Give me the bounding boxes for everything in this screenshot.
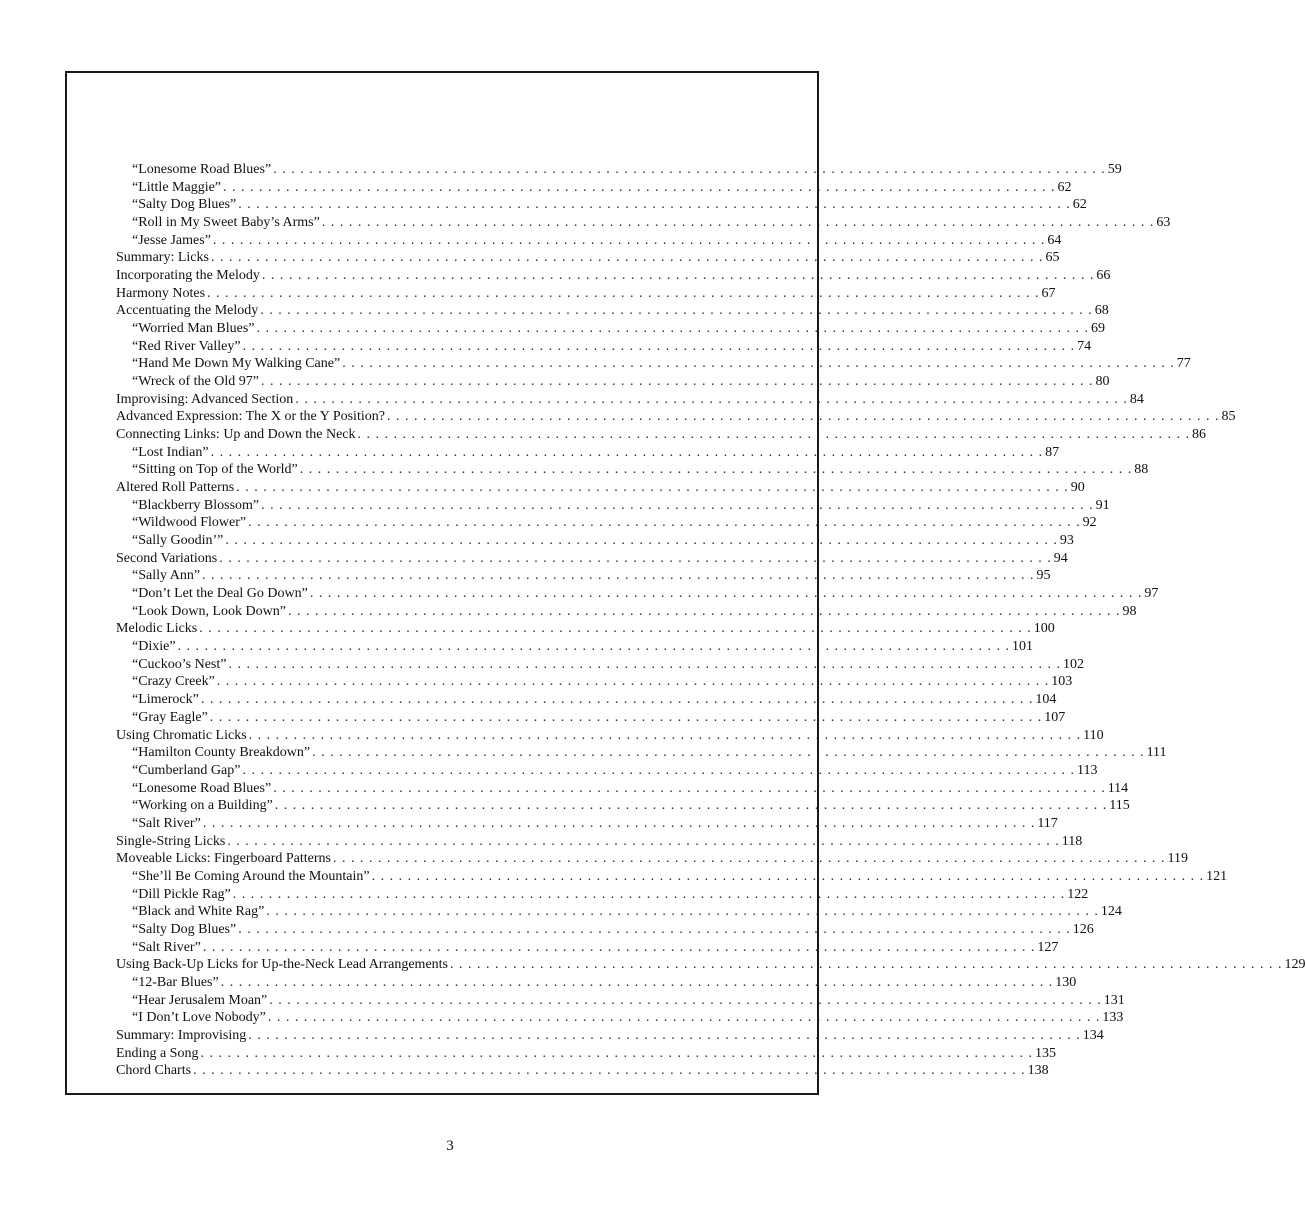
toc-entry	[116, 267, 1111, 285]
toc-entry-page: 114	[1107, 780, 1129, 796]
dot-leader: . . . . . . . . . . . . . . . . . . . . . . . . . . . . . . . . . . . . . . . . . . . . . . . . . . . . . . . . . . . . . . . . . . . . . . . . . . . . . . . . . . . . . . . . . . . . .	[287, 603, 1121, 619]
toc-entry-page: 90	[1070, 480, 1085, 496]
toc-entry	[116, 833, 1083, 851]
toc-entry-page: 77	[1176, 356, 1191, 372]
toc-subentry	[116, 762, 1098, 780]
toc-entry-page: 95	[1036, 568, 1051, 584]
toc-entry-title: “Black and White Rag”	[132, 904, 265, 920]
dot-leader: . . . . . . . . . . . . . . . . . . . . . . . . . . . . . . . . . . . . . . . . . . . . . . . . . . . . . . . . . . . . . . . . . . . . . . . . . . . . . . . . . . . . . . . . . . . . .	[238, 921, 1071, 937]
toc-entry-page: 101	[1012, 639, 1034, 655]
toc-entry	[116, 727, 1104, 745]
toc-entry-page: 84	[1129, 391, 1144, 407]
toc-subentry	[116, 780, 1129, 798]
toc-entry	[116, 426, 1207, 444]
toc-entry-page: 110	[1083, 727, 1104, 743]
dot-leader: . . . . . . . . . . . . . . . . . . . . . . . . . . . . . . . . . . . . . . . . . . . . . . . . . . . . . . . . . . . . . . . . . . . . . . . . . . . . . . . . . . . . . . . . . . . . .	[309, 586, 1143, 602]
toc-entry-title: “Lonesome Road Blues”	[132, 780, 272, 796]
toc-subentry	[116, 567, 1051, 585]
dot-leader: . . . . . . . . . . . . . . . . . . . . . . . . . . . . . . . . . . . . . . . . . . . . . . . . . . . . . . . . . . . . . . . . . . . . . . . . . . . . . . . . . . . . . . . . . . . . .	[261, 268, 1095, 284]
toc-entry-title: Altered Roll Patterns	[116, 480, 235, 496]
toc-entry-page: 94	[1053, 550, 1068, 566]
dot-leader: . . . . . . . . . . . . . . . . . . . . . . . . . . . . . . . . . . . . . . . . . . . . . . . . . . . . . . . . . . . . . . . . . . . . . . . . . . . . . . . . . . . . . . . . . . . . .	[212, 232, 1046, 248]
dot-leader: . . . . . . . . . . . . . . . . . . . . . . . . . . . . . . . . . . . . . . . . . . . . . . . . . . . . . . . . . . . . . . . . . . . . . . . . . . . . . . . . . . . . . . . . . . . . .	[242, 762, 1075, 778]
toc-entry-title: Using Back-Up Licks for Up-the-Neck Lead Arrangements	[116, 957, 449, 973]
toc-subentry	[116, 355, 1191, 373]
toc-entry-page: 64	[1047, 232, 1062, 248]
toc-entry-page: 126	[1072, 921, 1094, 937]
toc-entry-title: “Salty Dog Blues”	[132, 197, 237, 213]
dot-leader: . . . . . . . . . . . . . . . . . . . . . . . . . . . . . . . . . . . . . . . . . . . . . . . . . . . . . . . . . . . . . . . . . . . . . . . . . . . . . . . . . . . . . . . . . . . . .	[267, 1010, 1101, 1026]
toc-subentry	[116, 514, 1097, 532]
toc-subentry	[116, 974, 1077, 992]
dot-leader: . . . . . . . . . . . . . . . . . . . . . . . . . . . . . . . . . . . . . . . . . . . . . . . . . . . . . . . . . . . . . . . . . . . . . . . . . . . . . . . . . . . . . . . . . . . . .	[248, 1027, 1081, 1043]
toc-entry	[116, 550, 1068, 568]
dot-leader: . . . . . . . . . . . . . . . . . . . . . . . . . . . . . . . . . . . . . . . . . . . . . . . . . . . . . . . . . . . . . . . . . . . . . . . . . . . . . . . . . . . . . . . . . . . . .	[193, 1063, 1026, 1079]
toc-entry	[116, 956, 1306, 974]
toc-subentry	[116, 921, 1094, 939]
toc-entry-page: 135	[1034, 1045, 1056, 1061]
toc-entry-page: 127	[1037, 939, 1059, 955]
toc-entry-page: 115	[1109, 798, 1130, 814]
dot-leader: . . . . . . . . . . . . . . . . . . . . . . . . . . . . . . . . . . . . . . . . . . . . . . . . . . . . . . . . . . . . . . . . . . . . . . . . . . . . . . . . . . . . . . . . . . . . .	[248, 727, 1082, 743]
dot-leader: . . . . . . . . . . . . . . . . . . . . . . . . . . . . . . . . . . . . . . . . . . . . . . . . . . . . . . . . . . . . . . . . . . . . . . . . . . . . . . . . . . . . . . . . . . . . .	[202, 939, 1036, 955]
toc-subentry	[116, 232, 1062, 250]
toc-entry	[116, 408, 1236, 426]
toc-entry-title: Using Chromatic Licks	[116, 727, 247, 743]
toc-entry-title: “Sally Goodin’”	[132, 533, 224, 549]
dot-leader: . . . . . . . . . . . . . . . . . . . . . . . . . . . . . . . . . . . . . . . . . . . . . . . . . . . . . . . . . . . . . . . . . . . . . . . . . . . . . . . . . . . . . . . . . . . . .	[219, 550, 1052, 566]
dot-leader: . . . . . . . . . . . . . . . . . . . . . . . . . . . . . . . . . . . . . . . . . . . . . . . . . . . . . . . . . . . . . . . . . . . . . . . . . . . . . . . . . . . . . . . . . . . . .	[321, 215, 1155, 231]
dot-leader: . . . . . . . . . . . . . . . . . . . . . . . . . . . . . . . . . . . . . . . . . . . . . . . . . . . . . . . . . . . . . . . . . . . . . . . . . . . . . . . . . . . . . . . . . . . . .	[312, 745, 1145, 761]
toc-entry-title: Chord Charts	[116, 1063, 192, 1079]
toc-entry-title: Connecting Links: Up and Down the Neck	[116, 427, 356, 443]
toc-entry-title: “She’ll Be Coming Around the Mountain”	[132, 868, 370, 884]
toc-entry-title: “Jesse James”	[132, 232, 211, 248]
dot-leader: . . . . . . . . . . . . . . . . . . . . . . . . . . . . . . . . . . . . . . . . . . . . . . . . . . . . . . . . . . . . . . . . . . . . . . . . . . . . . . . . . . . . . . . . . . . . .	[202, 815, 1036, 831]
toc-entry-title: Advanced Expression: The X or the Y Position?	[116, 409, 385, 425]
toc-entry-title: “Gray Eagle”	[132, 709, 208, 725]
toc-entry-page: 124	[1100, 904, 1122, 920]
dot-leader: . . . . . . . . . . . . . . . . . . . . . . . . . . . . . . . . . . . . . . . . . . . . . . . . . . . . . . . . . . . . . . . . . . . . . . . . . . . . . . . . . . . . . . . . . . . . .	[273, 780, 1106, 796]
toc-entry-title: “Lost Indian”	[132, 444, 209, 460]
toc-entry-page: 91	[1095, 497, 1110, 513]
toc-entry-title: “Cuckoo’s Nest”	[132, 656, 227, 672]
dot-leader: . . . . . . . . . . . . . . . . . . . . . . . . . . . . . . . . . . . . . . . . . . . . . . . . . . . . . . . . . . . . . . . . . . . . . . . . . . . . . . . . . . . . . . . . . . . . .	[371, 868, 1205, 884]
toc-subentry	[116, 939, 1059, 957]
toc-entry	[116, 850, 1188, 868]
dot-leader: . . . . . . . . . . . . . . . . . . . . . . . . . . . . . . . . . . . . . . . . . . . . . . . . . . . . . . . . . . . . . . . . . . . . . . . . . . . . . . . . . . . . . . . . . . . . .	[386, 409, 1220, 425]
toc-entry-title: “Hear Jerusalem Moan”	[132, 992, 268, 1008]
dot-leader: . . . . . . . . . . . . . . . . . . . . . . . . . . . . . . . . . . . . . . . . . . . . . . . . . . . . . . . . . . . . . . . . . . . . . . . . . . . . . . . . . . . . . . . . . . . . .	[202, 568, 1035, 584]
toc-subentry	[116, 673, 1073, 691]
dot-leader: . . . . . . . . . . . . . . . . . . . . . . . . . . . . . . . . . . . . . . . . . . . . . . . . . . . . . . . . . . . . . . . . . . . . . . . . . . . . . . . . . . . . . . . . . . . . .	[274, 798, 1108, 814]
toc-subentry	[116, 903, 1122, 921]
toc-entry	[116, 285, 1056, 303]
toc-entry-page: 87	[1045, 444, 1060, 460]
dot-leader: . . . . . . . . . . . . . . . . . . . . . . . . . . . . . . . . . . . . . . . . . . . . . . . . . . . . . . . . . . . . . . . . . . . . . . . . . . . . . . . . . . . . . . . . . . . . .	[177, 639, 1011, 655]
toc-entry-page: 62	[1057, 179, 1072, 195]
toc-subentry	[116, 338, 1092, 356]
toc-subentry	[116, 214, 1171, 232]
toc-subentry	[116, 992, 1125, 1010]
dot-leader: . . . . . . . . . . . . . . . . . . . . . . . . . . . . . . . . . . . . . . . . . . . . . . . . . . . . . . . . . . . . . . . . . . . . . . . . . . . . . . . . . . . . . . . . . . . . .	[333, 851, 1166, 867]
toc-entry-title: Improvising: Advanced Section	[116, 391, 294, 407]
toc-subentry	[116, 603, 1137, 621]
toc-subentry	[116, 373, 1110, 391]
dot-leader: . . . . . . . . . . . . . . . . . . . . . . . . . . . . . . . . . . . . . . . . . . . . . . . . . . . . . . . . . . . . . . . . . . . . . . . . . . . . . . . . . . . . . . . . . . . . .	[199, 621, 1032, 637]
dot-leader: . . . . . . . . . . . . . . . . . . . . . . . . . . . . . . . . . . . . . . . . . . . . . . . . . . . . . . . . . . . . . . . . . . . . . . . . . . . . . . . . . . . . . . . . . . . . .	[200, 1045, 1033, 1061]
toc-entry-title: “I Don’t Love Nobody”	[132, 1010, 266, 1026]
toc-entry-title: Harmony Notes	[116, 285, 206, 301]
dot-leader: . . . . . . . . . . . . . . . . . . . . . . . . . . . . . . . . . . . . . . . . . . . . . . . . . . . . . . . . . . . . . . . . . . . . . . . . . . . . . . . . . . . . . . . . . . . . .	[228, 656, 1061, 672]
toc-entry-title: Second Variations	[116, 550, 218, 566]
toc-entry-page: 66	[1096, 268, 1111, 284]
toc-entry-page: 122	[1067, 886, 1089, 902]
toc-subentry	[116, 797, 1130, 815]
toc-entry-page: 111	[1146, 745, 1167, 761]
toc-entry-page: 68	[1094, 303, 1109, 319]
toc-entry-title: “Salty Dog Blues”	[132, 921, 237, 937]
toc-entry-page: 130	[1055, 974, 1077, 990]
toc-entry-page: 63	[1156, 215, 1171, 231]
dot-leader: . . . . . . . . . . . . . . . . . . . . . . . . . . . . . . . . . . . . . . . . . . . . . . . . . . . . . . . . . . . . . . . . . . . . . . . . . . . . . . . . . . . . . . . . . . . . .	[220, 974, 1054, 990]
toc-entry-title: “Wreck of the Old 97”	[132, 374, 259, 390]
dot-leader: . . . . . . . . . . . . . . . . . . . . . . . . . . . . . . . . . . . . . . . . . . . . . . . . . . . . . . . . . . . . . . . . . . . . . . . . . . . . . . . . . . . . . . . . . . . . .	[216, 674, 1050, 690]
toc-entry-title: “Lonesome Road Blues”	[132, 162, 272, 177]
toc-subentry	[116, 461, 1149, 479]
table-of-contents	[116, 161, 1306, 1080]
toc-entry-page: 93	[1059, 533, 1074, 549]
dot-leader: . . . . . . . . . . . . . . . . . . . . . . . . . . . . . . . . . . . . . . . . . . . . . . . . . . . . . . . . . . . . . . . . . . . . . . . . . . . . . . . . . . . . . . . . . . . . .	[200, 692, 1034, 708]
dot-leader: . . . . . . . . . . . . . . . . . . . . . . . . . . . . . . . . . . . . . . . . . . . . . . . . . . . . . . . . . . . . . . . . . . . . . . . . . . . . . . . . . . . . . . . . . . . . .	[260, 374, 1094, 390]
dot-leader: . . . . . . . . . . . . . . . . . . . . . . . . . . . . . . . . . . . . . . . . . . . . . . . . . . . . . . . . . . . . . . . . . . . . . . . . . . . . . . . . . . . . . . . . . . . . .	[256, 321, 1089, 337]
dot-leader: . . . . . . . . . . . . . . . . . . . . . . . . . . . . . . . . . . . . . . . . . . . . . . . . . . . . . . . . . . . . . . . . . . . . . . . . . . . . . . . . . . . . . . . . . . . . .	[269, 992, 1102, 1008]
dot-leader: . . . . . . . . . . . . . . . . . . . . . . . . . . . . . . . . . . . . . . . . . . . . . . . . . . . . . . . . . . . . . . . . . . . . . . . . . . . . . . . . . . . . . . . . . . . . .	[236, 480, 1069, 496]
dot-leader: . . . . . . . . . . . . . . . . . . . . . . . . . . . . . . . . . . . . . . . . . . . . . . . . . . . . . . . . . . . . . . . . . . . . . . . . . . . . . . . . . . . . . . . . . . . . .	[261, 497, 1094, 513]
toc-entry-title: “Little Maggie”	[132, 179, 222, 195]
toc-subentry	[116, 1009, 1124, 1027]
toc-entry-title: “Dill Pickle Rag”	[132, 886, 231, 902]
toc-entry-page: 88	[1134, 462, 1149, 478]
toc-entry	[116, 302, 1109, 320]
toc-entry	[116, 620, 1055, 638]
toc-entry-title: Summary: Improvising	[116, 1027, 247, 1043]
toc-entry-title: “Wildwood Flower”	[132, 515, 247, 531]
toc-entry	[116, 249, 1060, 267]
toc-entry-page: 121	[1206, 868, 1228, 884]
toc-entry-page: 104	[1035, 692, 1057, 708]
toc-entry-page: 80	[1095, 374, 1110, 390]
dot-leader: . . . . . . . . . . . . . . . . . . . . . . . . . . . . . . . . . . . . . . . . . . . . . . . . . . . . . . . . . . . . . . . . . . . . . . . . . . . . . . . . . . . . . . . . . . . . .	[295, 391, 1128, 407]
toc-entry-title: “Limerock”	[132, 692, 199, 708]
toc-entry-page: 67	[1041, 285, 1056, 301]
toc-entry-title: “Look Down, Look Down”	[132, 603, 286, 619]
toc-subentry	[116, 638, 1034, 656]
dot-leader: . . . . . . . . . . . . . . . . . . . . . . . . . . . . . . . . . . . . . . . . . . . . . . . . . . . . . . . . . . . . . . . . . . . . . . . . . . . . . . . . . . . . . . . . . . . . .	[260, 303, 1093, 319]
toc-entry-page: 113	[1076, 762, 1098, 778]
toc-entry-title: “Don’t Let the Deal Go Down”	[132, 586, 308, 602]
toc-entry-page: 97	[1144, 586, 1159, 602]
dot-leader: . . . . . . . . . . . . . . . . . . . . . . . . . . . . . . . . . . . . . . . . . . . . . . . . . . . . . . . . . . . . . . . . . . . . . . . . . . . . . . . . . . . . . . . . . . . . .	[266, 904, 1099, 920]
toc-entry-title: Summary: Licks	[116, 250, 209, 266]
toc-subentry	[116, 691, 1057, 709]
dot-leader: . . . . . . . . . . . . . . . . . . . . . . . . . . . . . . . . . . . . . . . . . . . . . . . . . . . . . . . . . . . . . . . . . . . . . . . . . . . . . . . . . . . . . . . . . . . . .	[210, 250, 1044, 266]
dot-leader: . . . . . . . . . . . . . . . . . . . . . . . . . . . . . . . . . . . . . . . . . . . . . . . . . . . . . . . . . . . . . . . . . . . . . . . . . . . . . . . . . . . . . . . . . . . . .	[450, 957, 1283, 973]
toc-entry-title: Melodic Licks	[116, 621, 198, 637]
toc-subentry	[116, 585, 1159, 603]
toc-entry-page: 92	[1082, 515, 1097, 531]
toc-entry-page: 138	[1027, 1063, 1049, 1079]
toc-entry-title: “Red River Valley”	[132, 338, 241, 354]
toc-entry-title: Incorporating the Melody	[116, 268, 260, 284]
toc-subentry	[116, 744, 1167, 762]
toc-entry-title: “Hand Me Down My Walking Cane”	[132, 356, 341, 372]
dot-leader: . . . . . . . . . . . . . . . . . . . . . . . . . . . . . . . . . . . . . . . . . . . . . . . . . . . . . . . . . . . . . . . . . . . . . . . . . . . . . . . . . . . . . . . . . . . . .	[242, 338, 1076, 354]
toc-entry-title: “Salt River”	[132, 939, 201, 955]
toc-entry-title: “Dixie”	[132, 639, 176, 655]
toc-entry-page: 102	[1062, 656, 1084, 672]
dot-leader: . . . . . . . . . . . . . . . . . . . . . . . . . . . . . . . . . . . . . . . . . . . . . . . . . . . . . . . . . . . . . . . . . . . . . . . . . . . . . . . . . . . . . . . . . . . . .	[342, 356, 1175, 372]
dot-leader: . . . . . . . . . . . . . . . . . . . . . . . . . . . . . . . . . . . . . . . . . . . . . . . . . . . . . . . . . . . . . . . . . . . . . . . . . . . . . . . . . . . . . . . . . . . . .	[238, 197, 1071, 213]
toc-entry-title: “Roll in My Sweet Baby’s Arms”	[132, 215, 320, 231]
toc-entry-title: “Hamilton County Breakdown”	[132, 745, 311, 761]
toc-subentry	[116, 656, 1084, 674]
toc-entry-page: 59	[1107, 162, 1122, 177]
toc-subentry	[116, 179, 1072, 197]
toc-subentry	[116, 868, 1228, 886]
toc-entry-title: “Cumberland Gap”	[132, 762, 241, 778]
toc-entry	[116, 1062, 1049, 1080]
toc-subentry	[116, 815, 1058, 833]
toc-subentry	[116, 444, 1060, 462]
toc-entry-page: 86	[1192, 427, 1207, 443]
toc-entry-page: 131	[1103, 992, 1125, 1008]
toc-entry-page: 118	[1061, 833, 1083, 849]
toc-entry-page: 103	[1051, 674, 1073, 690]
toc-entry-title: “Sitting on Top of the World”	[132, 462, 298, 478]
toc-entry-title: “Crazy Creek”	[132, 674, 215, 690]
toc-entry-page: 98	[1122, 603, 1137, 619]
toc-entry-title: “Sally Ann”	[132, 568, 201, 584]
toc-entry	[116, 1045, 1056, 1063]
toc-entry-title: “12-Bar Blues”	[132, 974, 219, 990]
toc-subentry	[116, 709, 1066, 727]
toc-entry-page: 129	[1284, 957, 1306, 973]
toc-entry-title: “Salt River”	[132, 815, 201, 831]
toc-entry	[116, 1027, 1104, 1045]
toc-subentry	[116, 161, 1122, 179]
dot-leader: . . . . . . . . . . . . . . . . . . . . . . . . . . . . . . . . . . . . . . . . . . . . . . . . . . . . . . . . . . . . . . . . . . . . . . . . . . . . . . . . . . . . . . . . . . . . .	[207, 285, 1040, 301]
dot-leader: . . . . . . . . . . . . . . . . . . . . . . . . . . . . . . . . . . . . . . . . . . . . . . . . . . . . . . . . . . . . . . . . . . . . . . . . . . . . . . . . . . . . . . . . . . . . .	[210, 444, 1044, 460]
dot-leader: . . . . . . . . . . . . . . . . . . . . . . . . . . . . . . . . . . . . . . . . . . . . . . . . . . . . . . . . . . . . . . . . . . . . . . . . . . . . . . . . . . . . . . . . . . . . .	[299, 462, 1133, 478]
toc-entry-page: 74	[1077, 338, 1092, 354]
dot-leader: . . . . . . . . . . . . . . . . . . . . . . . . . . . . . . . . . . . . . . . . . . . . . . . . . . . . . . . . . . . . . . . . . . . . . . . . . . . . . . . . . . . . . . . . . . . . .	[357, 427, 1191, 443]
toc-entry-page: 65	[1045, 250, 1060, 266]
toc-entry	[116, 479, 1085, 497]
dot-leader: . . . . . . . . . . . . . . . . . . . . . . . . . . . . . . . . . . . . . . . . . . . . . . . . . . . . . . . . . . . . . . . . . . . . . . . . . . . . . . . . . . . . . . . . . . . . .	[223, 179, 1056, 195]
toc-subentry	[116, 320, 1105, 338]
toc-subentry	[116, 196, 1087, 214]
toc-entry-page: 117	[1037, 815, 1058, 831]
page-number: 3	[446, 1138, 454, 1154]
dot-leader: . . . . . . . . . . . . . . . . . . . . . . . . . . . . . . . . . . . . . . . . . . . . . . . . . . . . . . . . . . . . . . . . . . . . . . . . . . . . . . . . . . . . . . . . . . . . .	[227, 833, 1060, 849]
toc-entry-title: “Blackberry Blossom”	[132, 497, 260, 513]
toc-entry-page: 134	[1082, 1027, 1104, 1043]
dot-leader: . . . . . . . . . . . . . . . . . . . . . . . . . . . . . . . . . . . . . . . . . . . . . . . . . . . . . . . . . . . . . . . . . . . . . . . . . . . . . . . . . . . . . . . . . . . . .	[225, 533, 1058, 549]
toc-entry-title: “Worried Man Blues”	[132, 321, 255, 337]
toc-subentry	[116, 532, 1074, 550]
toc-entry-page: 107	[1044, 709, 1066, 725]
toc-entry-page: 119	[1167, 851, 1188, 867]
toc-entry-page: 133	[1102, 1010, 1124, 1026]
dot-leader: . . . . . . . . . . . . . . . . . . . . . . . . . . . . . . . . . . . . . . . . . . . . . . . . . . . . . . . . . . . . . . . . . . . . . . . . . . . . . . . . . . . . . . . . . . . . .	[248, 515, 1081, 531]
toc-entry-title: Accentuating the Melody	[116, 303, 259, 319]
toc-entry-page: 62	[1072, 197, 1087, 213]
toc-entry-page: 100	[1033, 621, 1055, 637]
toc-entry	[116, 391, 1144, 409]
toc-entry-title: Single-String Licks	[116, 833, 226, 849]
toc-entry-title: Moveable Licks: Fingerboard Patterns	[116, 851, 332, 867]
toc-entry-page: 69	[1091, 321, 1105, 337]
toc-entry-page: 85	[1221, 409, 1236, 425]
toc-subentry	[116, 497, 1110, 515]
toc-entry-title: “Working on a Building”	[132, 798, 273, 814]
toc-subentry	[116, 886, 1089, 904]
toc-entry-title: Ending a Song	[116, 1045, 199, 1061]
dot-leader: . . . . . . . . . . . . . . . . . . . . . . . . . . . . . . . . . . . . . . . . . . . . . . . . . . . . . . . . . . . . . . . . . . . . . . . . . . . . . . . . . . . . . . . . . . . . .	[232, 886, 1066, 902]
dot-leader: . . . . . . . . . . . . . . . . . . . . . . . . . . . . . . . . . . . . . . . . . . . . . . . . . . . . . . . . . . . . . . . . . . . . . . . . . . . . . . . . . . . . . . . . . . . . .	[209, 709, 1043, 725]
dot-leader: . . . . . . . . . . . . . . . . . . . . . . . . . . . . . . . . . . . . . . . . . . . . . . . . . . . . . . . . . . . . . . . . . . . . . . . . . . . . . . . . . . . . . . . . . . . . .	[273, 162, 1106, 177]
